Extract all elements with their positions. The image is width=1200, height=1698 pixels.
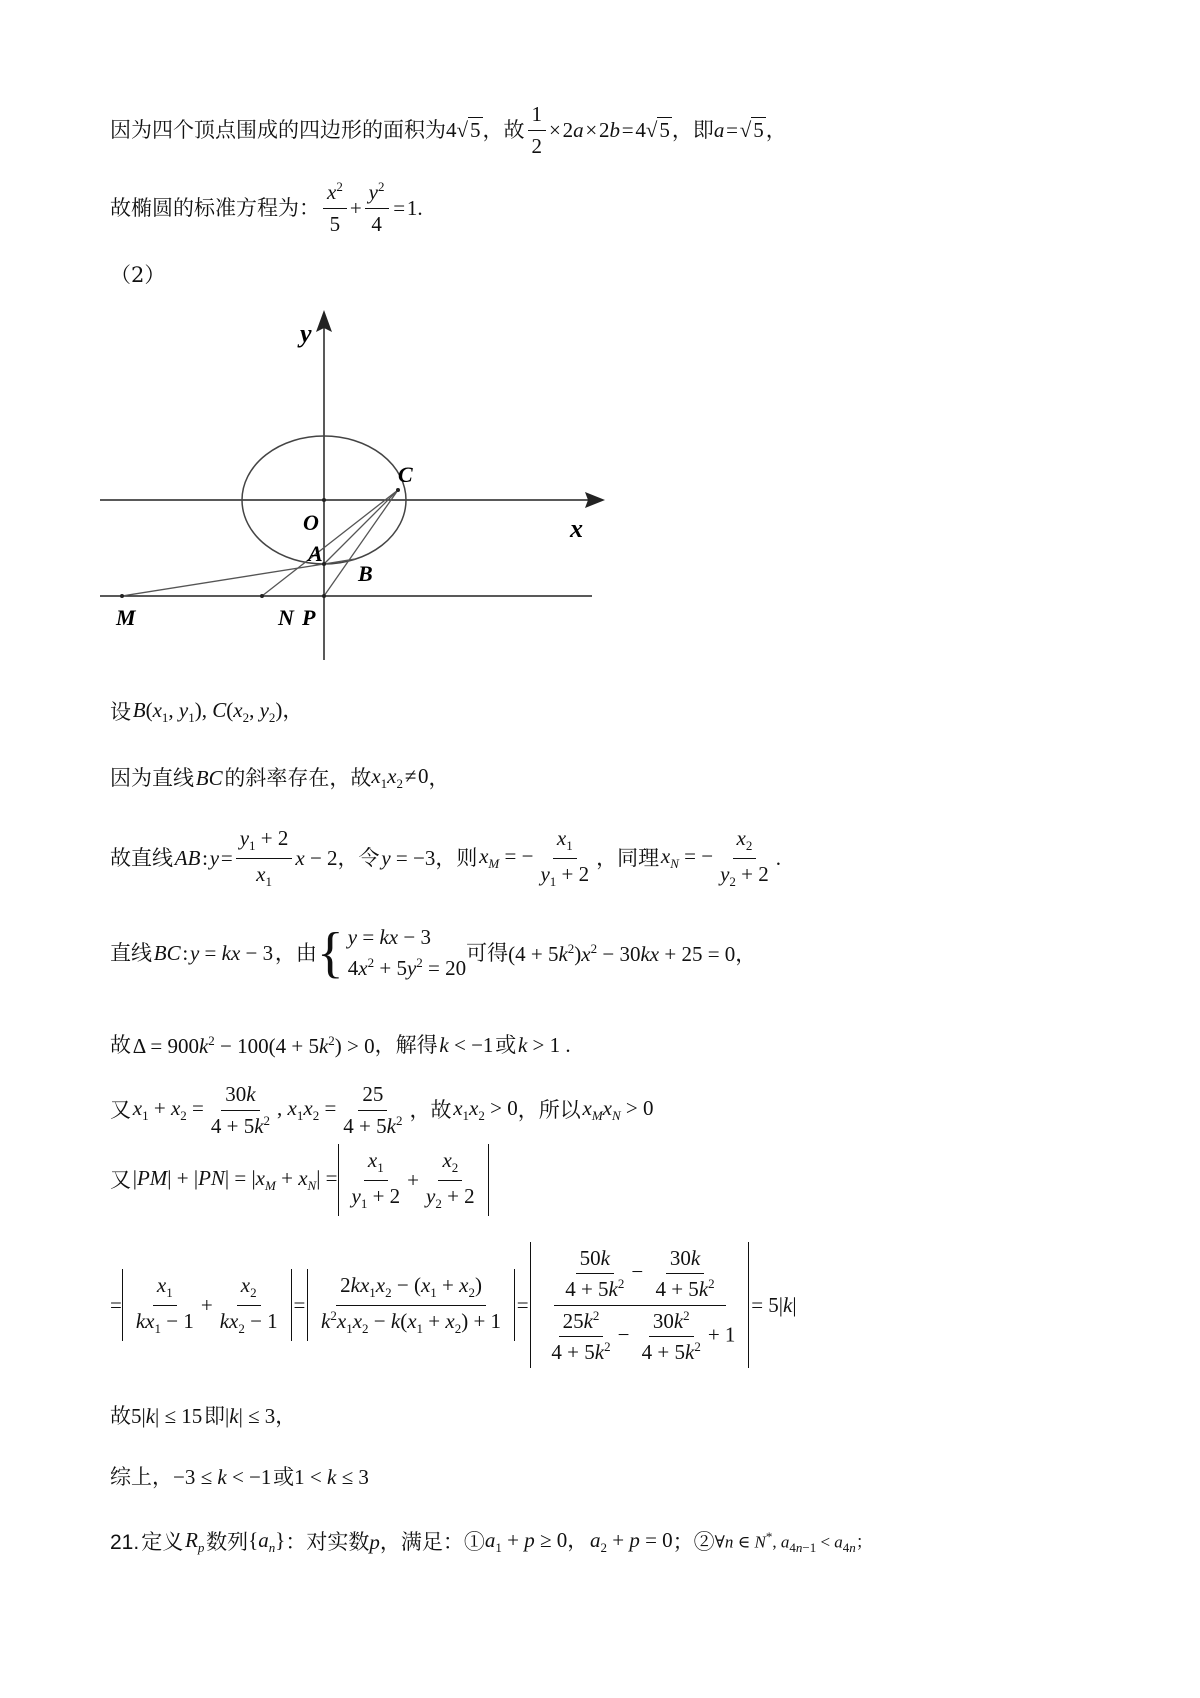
- k-bound-line: 故 5|k| ≤ 15 即 |k| ≤ 3，: [110, 1404, 297, 1428]
- line-ab-line: 故直线 AB : y = $\frac{y_1 + 2}{x_1}$ x − 2 ，令 y = −3 ，则 $x_M$ = − $\frac{x_1}{y_1 + 2}$ ，同理 $x_N$ = − $\frac{x_2}{y_2 + 2}$ .: [110, 826, 781, 889]
- text: ：对实数: [285, 1529, 370, 1554]
- text: 或: [495, 1033, 517, 1057]
- part-2-label: [110, 265, 165, 286]
- label-M: M: [116, 605, 136, 630]
- pm-pn-line: 又 $|PM| + |PN| = |x_M + x_N|$ = $\frac{x_1}{y_1 + 2}$ + $\frac{x_2}{y_2 + 2}$: [110, 1144, 489, 1216]
- text: ，解得: [374, 1033, 438, 1057]
- label-y: y: [300, 319, 312, 348]
- text: ，满足：①: [379, 1529, 485, 1554]
- label-B: B: [358, 561, 373, 586]
- set-points-line: 设 $B(x_1$, $y_1$), $C(x_2$, $y_2$)，: [110, 698, 304, 726]
- x-arrow-icon: [585, 492, 605, 508]
- label-N: N: [278, 605, 294, 630]
- text: ，故: [409, 1097, 452, 1122]
- text: ，故: [482, 117, 525, 142]
- text: 数列: [206, 1529, 249, 1554]
- label-x: x: [570, 514, 583, 543]
- vieta-line: 又 $x_1 + x_2$ = $\frac{30k}{4 + 5k^2}$ , $x_1x_2$ = $\frac{25}{4 + 5k^2}$ ，故 $x_1x_2 > 0$ ，所以 $x_Mx_N > 0$: [110, 1082, 654, 1138]
- text: 或: [273, 1465, 295, 1489]
- text: （2）: [110, 263, 166, 287]
- text: ，即: [671, 117, 714, 142]
- text: ，则: [435, 845, 478, 870]
- text: ，所以: [517, 1097, 581, 1122]
- text: 又: [110, 1097, 131, 1122]
- text: ，同理: [596, 845, 660, 870]
- text: ，由: [274, 940, 317, 965]
- text: ；②: [672, 1529, 715, 1554]
- segment-MA: [122, 564, 324, 596]
- segment-NC: [262, 490, 398, 596]
- text: 故椭圆的标准方程为：: [110, 195, 320, 220]
- text: ，令: [337, 845, 380, 870]
- segment-AC: [324, 490, 398, 564]
- text: 故: [110, 1404, 131, 1428]
- ellipse-equation-line: 故椭圆的标准方程为： $\frac{x^2}{5}$ + $\frac{y^2}{4}$ = 1.: [110, 179, 423, 236]
- conclusion-line: 综上， −3 ≤ k < −1 或 1 < k ≤ 3: [110, 1465, 369, 1489]
- question-21: 21. 定义 $R_p$ 数列 $\{a_n\}$ ：对实数 p ，满足：① $a_1 + p \ge 0$， $a_2 + p = 0$ ；② ∀n ∈ N*, $a_{4n-1} < a_{4n}$；: [110, 1528, 873, 1556]
- line-bc-line: 直线 BC : y = kx − 3 ，由 { y = kx − 3 $4x^2 + 5y^2 = 20$ 可得 $(4 + 5k^2)x^2 - 30kx + 25 = 0$，: [110, 922, 757, 984]
- label-P: P: [302, 605, 316, 630]
- text: 即: [204, 1404, 226, 1428]
- label-C: C: [398, 462, 413, 487]
- simplify-line: = $\frac{x_1}{kx_1 - 1}$ + $\frac{x_2}{kx_2 - 1}$ = $\frac{2kx_1x_2 - (x_1 + x_2)}{k^2x_1x_2 - k(x_1 + x_2) + 1}$ = $\frac{50k}{4 + 5k^2}$ − $\frac{30k}{4 + 5k^2}$ $\frac{25k^2}{4 + 5k^2}$ − $\frac{30k^2}{4 + 5k^2}$ + 1 = 5|k|: [110, 1240, 797, 1370]
- text: 故直线: [110, 845, 173, 870]
- text: ，: [428, 765, 450, 790]
- text: 综上，: [110, 1465, 173, 1489]
- discriminant-line: 故 $\Delta = 900k^2 - 100(4 + 5k^2) > 0$ ，解得 k < −1 或 k > 1 .: [110, 1033, 571, 1058]
- geometry-figure: [100, 300, 620, 670]
- area-line: 因为四个顶点围成的四边形的面积为 4√5 ，故 $\frac{1}{2}$ × 2a × 2b = 4√5 ，即 a = √5 ，: [110, 102, 787, 158]
- text: 又: [110, 1167, 131, 1192]
- text: 因为直线: [110, 765, 194, 790]
- text: 设: [110, 699, 131, 724]
- text: 可得: [466, 940, 509, 965]
- text: 因为四个顶点围成的四边形的面积为: [110, 117, 446, 142]
- label-A: A: [308, 541, 323, 566]
- question-number: 21.: [110, 1530, 140, 1554]
- label-O: O: [303, 510, 319, 535]
- text: 直线: [110, 940, 152, 965]
- text: ，: [765, 117, 787, 142]
- text: 故: [110, 1033, 131, 1057]
- slope-line: 因为直线 BC 的斜率存在，故 $x_1x_2$ ≠ 0 ，: [110, 764, 450, 792]
- text: 定义: [141, 1529, 184, 1554]
- text: 的斜率存在，故: [224, 765, 372, 790]
